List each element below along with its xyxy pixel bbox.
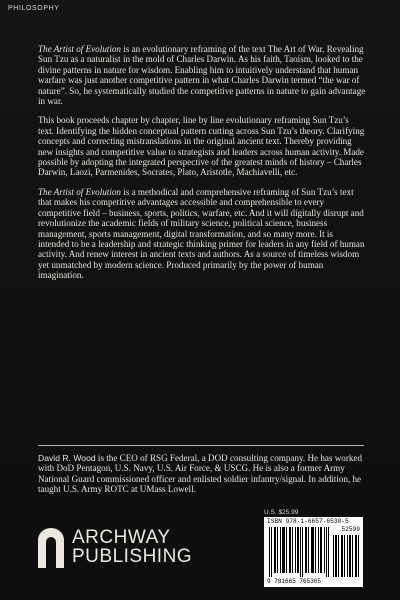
blurb-paragraph-2: This book proceeds chapter by chapter, line by line evolutionary reframing Sun Tzu’s text. Identifying the hidden conceptual pattern cutting across Sun Tzu’s theory. Clarifying concepts and correcting mistranslations in the original ancient text. Thereby providing new insights and competitive value to strategists and leaders across human activity. Made possible by adopting the integrated perspective of the greatest minds of history – Charles Darwin, Laozi, Parmenides, Socrates, Plato, Aristotle, Machiavelli, etc.	[38, 115, 365, 178]
author-bio	[38, 453, 364, 495]
blurb-paragraph-3	[38, 187, 366, 281]
publisher-name-line-2: PUBLISHING	[72, 546, 193, 567]
author-bio-text: is the CEO of RSG Federal, a DOD consulting company. He has worked with DoD Pentagon, U.S. Navy, U.S. Air Force, & USCG. He is also a former Army National Guard commissioned officer and enlisted soldier infantry/signal. In addition, he taught U.S. Army ROTC at UMass Lowell.	[38, 453, 363, 495]
publisher-name-line-1: ARCHWAY	[72, 527, 171, 548]
blurb-paragraph-1-text: is an evolutionary reframing of the text The Art of War. Revealing Sun Tzu as a naturalist in the mold of Charles Darwin. As his faith, Taoism, looked to the divine patterns in nature for wisdom. Enabling him to intuitively understand that human warfare was just another competitive pattern in what Charles Darwin termed “the war of nature”. So, he systematically studied the competitive patterns in nature to gain advantage in war.	[38, 44, 366, 107]
category-label: PHILOSOPHY	[8, 5, 60, 12]
barcode-addon-number: 52599	[341, 526, 360, 533]
barcode-bars	[267, 527, 361, 577]
isbn-number: ISBN 978-1-6657-6530-5	[267, 518, 349, 525]
cover-blurb	[38, 44, 366, 290]
section-divider	[38, 445, 364, 446]
publisher-name	[72, 528, 192, 566]
price-label: U.S. $25.99	[264, 509, 299, 516]
book-title-italic: The Artist of Evolution	[38, 44, 121, 54]
blurb-paragraph-1	[38, 44, 366, 106]
archway-logo-icon	[38, 528, 64, 568]
book-title-italic: The Artist of Evolution	[38, 186, 121, 197]
blurb-paragraph-3-text: is a methodical and comprehensive reframing of Sun Tzu’s text that makes his competitive advantages accessible and comprehensible to every competitive field – business, sports, politics, warfare, etc. And it will digitally disrupt and revolutionize the academic fields of military science, political science, business management, sports management, digital transformation, and so many more. It is intended to be a leadership and strategic thinking primer for leaders in any field of human activity. And renew interest in ancient texts and authors. As a source of timeless wisdom yet unmatched by modern science. Produced primarily by the power of human imagination.	[38, 186, 365, 281]
ean-digits: 9 781665 765305	[267, 578, 322, 585]
author-name: David R. Wood	[38, 453, 96, 463]
isbn-barcode	[264, 517, 363, 587]
